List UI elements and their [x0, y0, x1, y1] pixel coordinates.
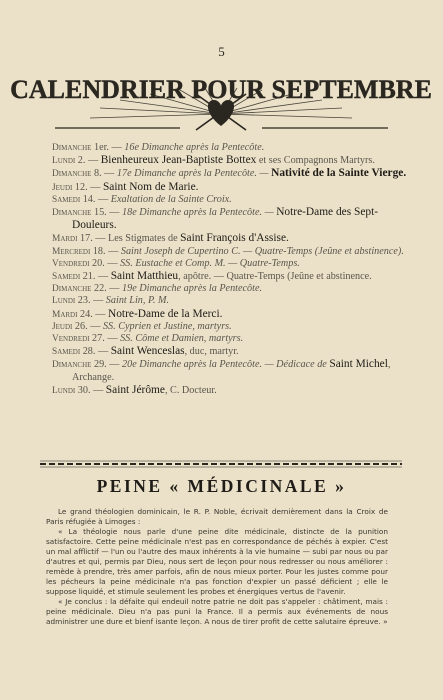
calendar-entry: Mardi 17. — Les Stigmates de Saint François d'Assise. [52, 232, 289, 245]
article-paragraph: Le grand théologien dominicain, le R. P. Noble, écrivait dernièrement dans la Croix de Paris réfugiée à Limoges : [46, 507, 388, 526]
calendar-entry: Dimanche 22. — 19e Dimanche après la Pentecôte. [52, 283, 263, 295]
calendar-entry: Dimanche 1er. — 16e Dimanche après la Pentecôte. [52, 142, 265, 153]
calendar-entry: Jeudi 26. — SS. Cyprien et Justine, martyrs. [52, 320, 232, 332]
header-banner-svg [0, 56, 443, 134]
calendar-entry: Lundi 30. — Saint Jérôme, C. Docteur. [52, 383, 217, 396]
article-paragraph: « Je conclus : la défaite qui endeuil notre patrie ne doit pas s'appeler : châtiment, mais : peine médicinale. Dieu n'a pas puni la France. Il a permis aux événements de nous administrer une dure et bienf isante leçon. A nous de tirer profit de cette salutaire épreuve. » [46, 597, 388, 626]
calendar-entry: Lundi 2. — Bienheureux Jean-Baptiste Bottex et ses Compagnons Martyrs. [52, 154, 375, 167]
calendar-entry: Mercredi 18. — Saint Joseph de Cupertino C. — Quatre-Temps (Jeûne et abstinence). [52, 245, 404, 257]
calendar-entry: Dimanche 15. — 18e Dimanche après la Pentecôte. — Notre-Dame des Sept-Douleurs. [52, 206, 379, 232]
calendar-title: CALENDRIER POUR SEPTEMBRE [10, 75, 432, 104]
article-paragraph: « La théologie nous parle d'une peine dite médicinale, distincte de la punition satisfactoire. Cette peine médicinale n'est pas en correspondance de péchés à expier. C'est un mal afflictif — l'un ou l'autre des maux inhérents à la vie humaine — subi par nous ou par d'autres et qui, permis par Dieu, nous sert de leçon pour nous redresser ou nous améliorer : remède à prendre, très amer parfois, afin de nous mieux porter. Pour les justes comme pour les pécheurs la peine médicinale n'a pas fonction d'expier un passé déficient ; elle le suppose liquidé, et stimule seulement les probes et énergiques vertus de l'avenir. [46, 527, 388, 596]
calendar-entry: Samedi 21. — Saint Matthieu, apôtre. — Quatre-Temps (Jeûne et abstinence. [52, 270, 372, 283]
calendar-entry: Vendredi 27. — SS. Côme et Damien, martyrs. [52, 333, 244, 345]
calendar-entry: Dimanche 8. — 17e Dimanche après la Pentecôte. — Nativité de la Sainte Vierge. [52, 167, 407, 180]
ornamental-divider [40, 460, 402, 468]
calendar-entry: Lundi 23. — Saint Lin, P. M. [52, 295, 170, 307]
calendar-list [52, 142, 412, 397]
calendar-entry: Samedi 28. — Saint Wenceslas, duc, martyr. [52, 345, 239, 358]
article-body [46, 507, 388, 627]
calendar-entry: Jeudi 12. — Saint Nom de Marie. [52, 180, 199, 193]
page-number: 5 [218, 44, 225, 59]
calendar-entry: Mardi 24. — Notre-Dame de la Merci. [52, 307, 223, 320]
calendar-header [0, 56, 443, 134]
article-title: PEINE « MÉDICINALE » [96, 476, 347, 496]
calendar-entry: Samedi 14. — Exaltation de la Sainte Croix. [52, 193, 232, 205]
calendar-entry: Vendredi 20. — SS. Eustache et Comp. M. — Quatre-Temps. [52, 257, 300, 269]
calendar-entry: Dimanche 29. — 20e Dimanche après la Pentecôte. — Dédicace de Saint Michel, Archange. [52, 358, 391, 383]
